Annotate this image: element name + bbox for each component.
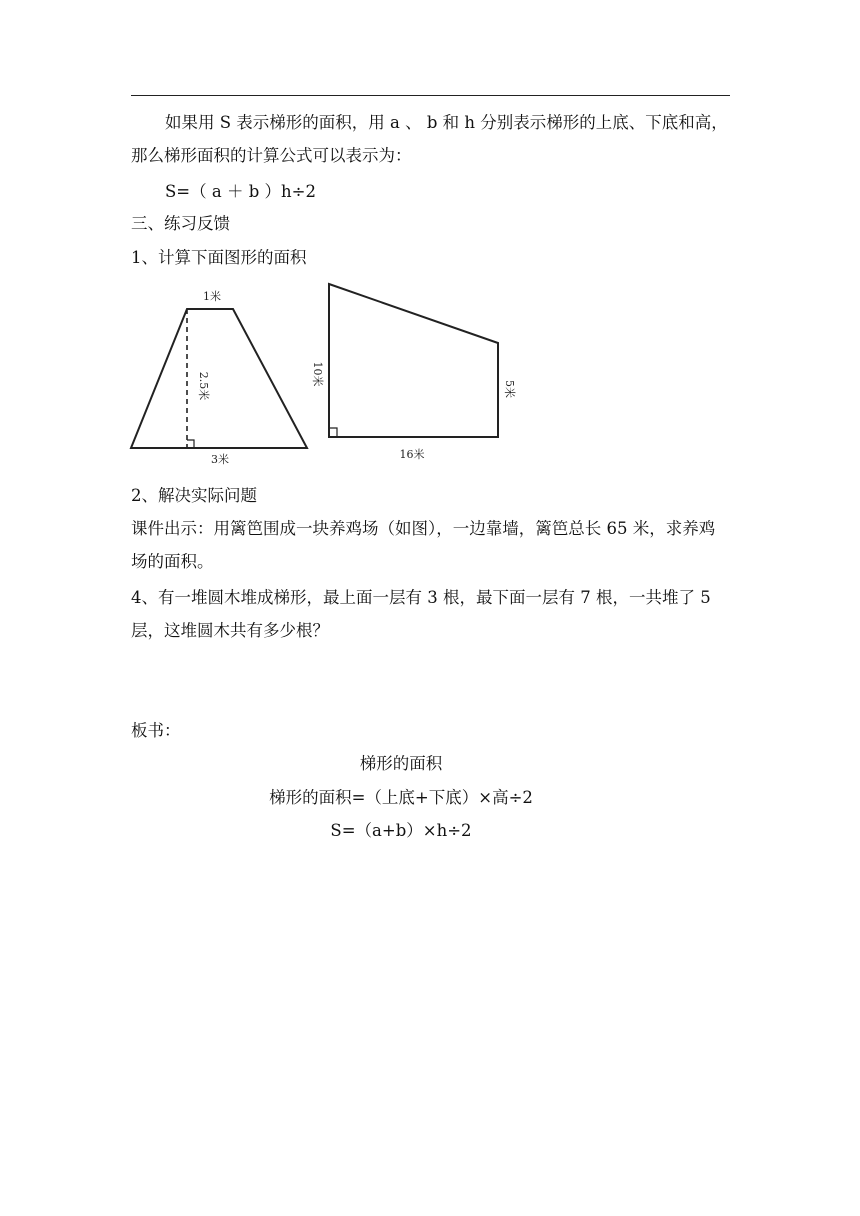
trapezoid-figures: [120, 278, 540, 473]
formula-intro-line2: 那么梯形面积的计算公式可以表示为：: [131, 146, 412, 165]
trapezoid-1-top-label: 1米: [203, 290, 221, 303]
trapezoid-2-bottom-label: 16米: [399, 448, 425, 461]
question-4-line1: 4、有一堆圆木堆成梯形，最上面一层有 3 根，最下面一层有 7 根，一共堆了 5: [131, 588, 711, 607]
blackboard-formula-symbols: S=（a+b）×h÷2: [330, 821, 472, 840]
question-1: 1、计算下面图形的面积: [131, 248, 307, 267]
trapezoid-1-bottom-label: 3米: [211, 453, 229, 466]
courseware-line2: 场的面积。: [131, 552, 214, 571]
section-heading-practice: 三、练习反馈: [131, 214, 230, 233]
area-formula: S=（ a ＋ b ）h÷2: [165, 182, 316, 201]
blackboard-label: 板书：: [131, 721, 181, 740]
question-2: 2、解决实际问题: [131, 486, 257, 505]
figures-svg: [120, 278, 540, 473]
trapezoid-2-outline: [329, 284, 498, 437]
blackboard-title: 梯形的面积: [359, 754, 443, 773]
trapezoid-2-right-label: 5米: [503, 380, 516, 398]
trapezoid-1-right-angle: [187, 440, 194, 448]
trapezoid-2-left-label: 10米: [311, 361, 324, 387]
trapezoid-2-right-angle: [329, 428, 337, 437]
courseware-line1: 课件出示：用篱笆围成一块养鸡场（如图），一边靠墙，篱笆总长 65 米，求养鸡: [131, 519, 716, 538]
trapezoid-1-height-label: 2.5米: [197, 371, 210, 401]
blackboard-formula-words: 梯形的面积=（上底+下底）×高÷2: [269, 788, 533, 807]
question-4-line2: 层，这堆圆木共有多少根？: [131, 621, 329, 640]
trapezoid-1-outline: [131, 309, 307, 448]
formula-intro-line1: 如果用 S 表示梯形的面积，用 a 、 b 和 h 分别表示梯形的上底、下底和高，: [165, 113, 728, 132]
header-rule: [131, 95, 730, 96]
